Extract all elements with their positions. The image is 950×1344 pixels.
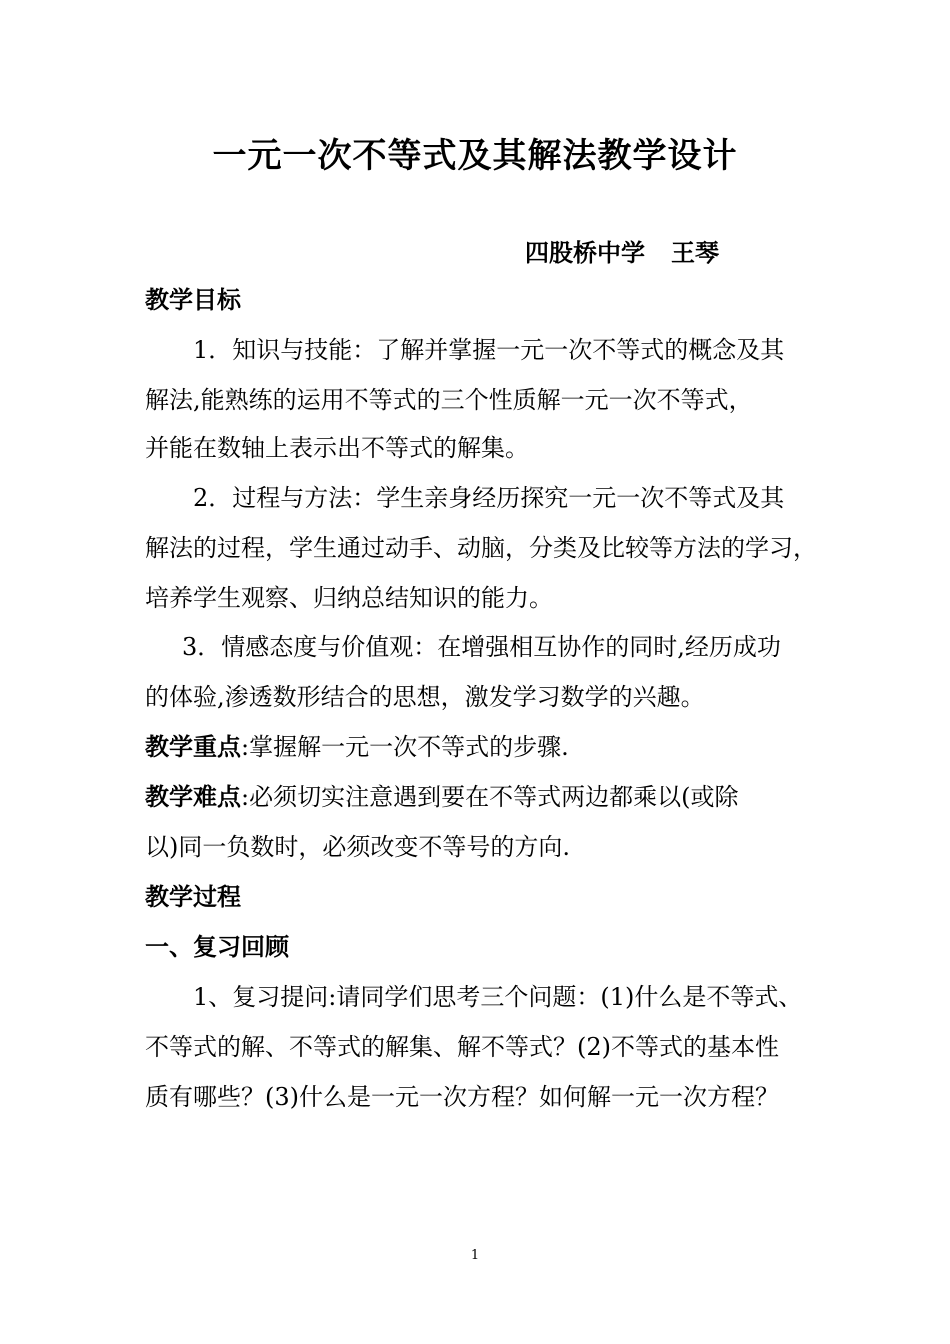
key-point-label: 教学重点: [145, 733, 241, 761]
review-line1: 1、复习提问:请同学们思考三个问题：(1)什么是不等式、: [193, 983, 803, 1011]
section1-heading: 一、复习回顾: [145, 933, 289, 961]
page-number: 1: [470, 1248, 480, 1263]
objective2-line3: 培养学生观察、归纳总结知识的能力。: [145, 584, 553, 612]
difficulty-line2: 以)同一负数时，必须改变不等号的方向.: [145, 833, 570, 861]
difficulty-label: 教学难点: [145, 783, 241, 811]
objective3-line2: 的体验,渗透数形结合的思想，激发学习数学的兴趣。: [145, 683, 705, 711]
difficulty-text-1: :必须切实注意遇到要在不等式两边都乘以(或除: [241, 783, 739, 811]
author-school: 四股桥中学: [525, 239, 645, 267]
objective3-line1: 3．情感态度与价值观：在增强相互协作的同时,经历成功: [182, 633, 781, 661]
review-line2: 不等式的解、不等式的解集、解不等式？(2)不等式的基本性: [145, 1033, 779, 1061]
key-point-text: :掌握解一元一次不等式的步骤.: [241, 733, 569, 761]
key-point: [145, 731, 569, 763]
difficulty-line1: [145, 781, 738, 813]
objective2-line1: 2．过程与方法：学生亲身经历探究一元一次不等式及其: [193, 484, 785, 512]
process-heading: 教学过程: [145, 883, 241, 911]
document-title: 一元一次不等式及其解法教学设计: [212, 136, 738, 176]
review-line3: 质有哪些？(3)什么是一元一次方程？如何解一元一次方程？: [145, 1083, 779, 1111]
objective2-line2: 解法的过程，学生通过动手、动脑，分类及比较等方法的学习，: [145, 534, 817, 562]
objective1-line2: 解法,能熟练的运用不等式的三个性质解一元一次不等式，: [145, 386, 753, 414]
objectives-heading: 教学目标: [145, 286, 241, 314]
objective1-line1: 1．知识与技能：了解并掌握一元一次不等式的概念及其: [193, 336, 785, 364]
author-name: 王琴: [671, 239, 719, 267]
author-line: [525, 233, 719, 268]
objective1-line3: 并能在数轴上表示出不等式的解集。: [145, 434, 529, 462]
